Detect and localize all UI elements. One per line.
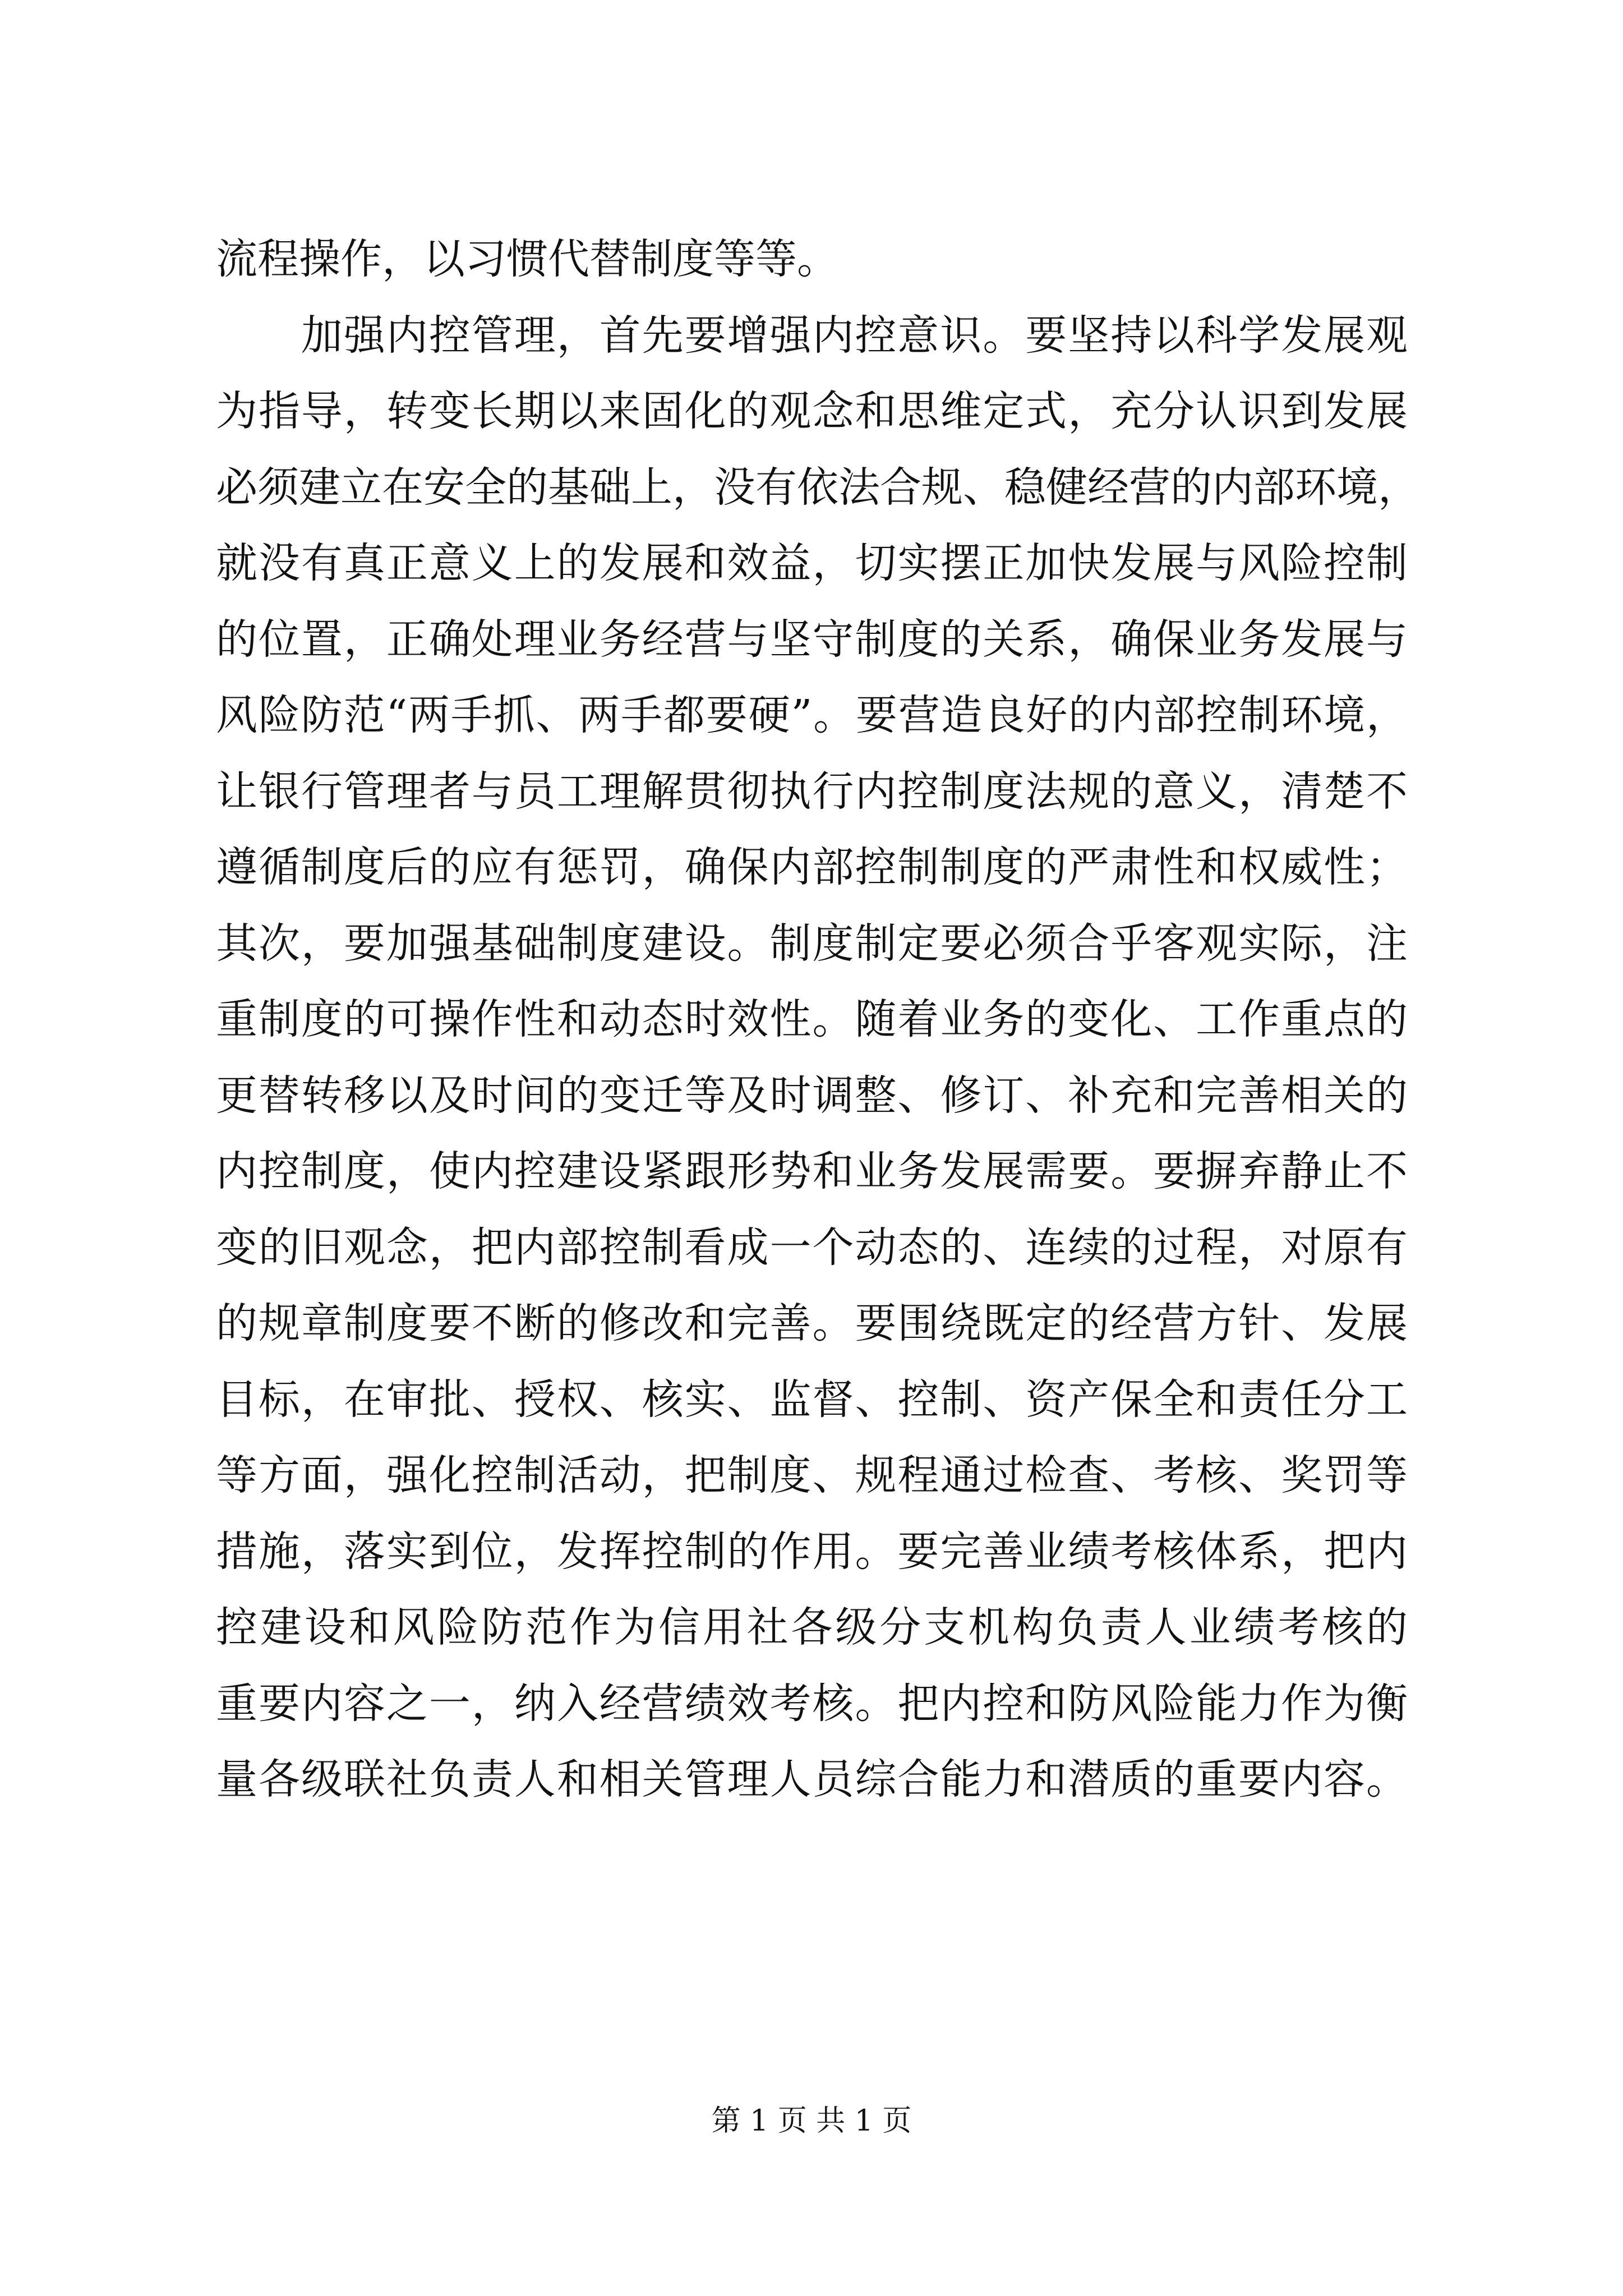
text-line: 措施，落实到位，发挥控制的作用。要完善业绩考核体系，把内 bbox=[216, 1527, 1408, 1576]
text-line: 目标，在审批、授权、核实、监督、控制、资产保全和责任分工 bbox=[216, 1375, 1408, 1424]
text-line: 流程操作，以习惯代替制度等等。 bbox=[216, 235, 838, 283]
text-line: 等方面，强化控制活动，把制度、规程通过检查、考核、奖罚等 bbox=[216, 1451, 1408, 1499]
text-line: 遵循制度后的应有惩罚，确保内部控制制度的严肃性和权威性； bbox=[216, 843, 1408, 891]
text-line: 就没有真正意义上的发展和效益，切实摆正加快发展与风险控制 bbox=[216, 539, 1408, 587]
text-line: 为指导，转变长期以来固化的观念和思维定式，充分认识到发展 bbox=[216, 387, 1408, 435]
text-line: 内控制度，使内控建设紧跟形势和业务发展需要。要摒弃静止不 bbox=[216, 1147, 1408, 1195]
text-line: 的位置，正确处理业务经营与坚守制度的关系，确保业务发展与 bbox=[216, 615, 1408, 664]
text-line: 重要内容之一，纳入经营绩效考核。把内控和防风险能力作为衡 bbox=[216, 1679, 1408, 1728]
text-line: 让银行管理者与员工理解贯彻执行内控制度法规的意义，清楚不 bbox=[216, 767, 1408, 816]
page-footer: 第 1 页 共 1 页 bbox=[711, 2104, 912, 2138]
text-line: 加强内控管理，首先要增强内控意识。要坚持以科学发展观 bbox=[216, 311, 1408, 360]
text-line: 重制度的可操作性和动态时效性。随着业务的变化、工作重点的 bbox=[216, 995, 1408, 1043]
text-line: 风险防范“两手抓、两手都要硬”。要营造良好的内部控制环境， bbox=[216, 691, 1408, 739]
text-line: 变的旧观念，把内部控制看成一个动态的、连续的过程，对原有 bbox=[216, 1223, 1408, 1272]
body-text bbox=[216, 222, 1419, 1818]
text-line: 控建设和风险防范作为信用社各级分支机构负责人业绩考核的 bbox=[216, 1603, 1408, 1651]
text-line: 更替转移以及时间的变迁等及时调整、修订、补充和完善相关的 bbox=[216, 1071, 1408, 1120]
text-line: 其次，要加强基础制度建设。制度制定要必须合乎客观实际，注 bbox=[216, 919, 1408, 968]
text-line: 必须建立在安全的基础上，没有依法合规、稳健经营的内部环境， bbox=[216, 463, 1419, 512]
text-line: 量各级联社负责人和相关管理人员综合能力和潜质的重要内容。 bbox=[216, 1755, 1408, 1803]
text-line: 的规章制度要不断的修改和完善。要围绕既定的经营方针、发展 bbox=[216, 1299, 1408, 1347]
